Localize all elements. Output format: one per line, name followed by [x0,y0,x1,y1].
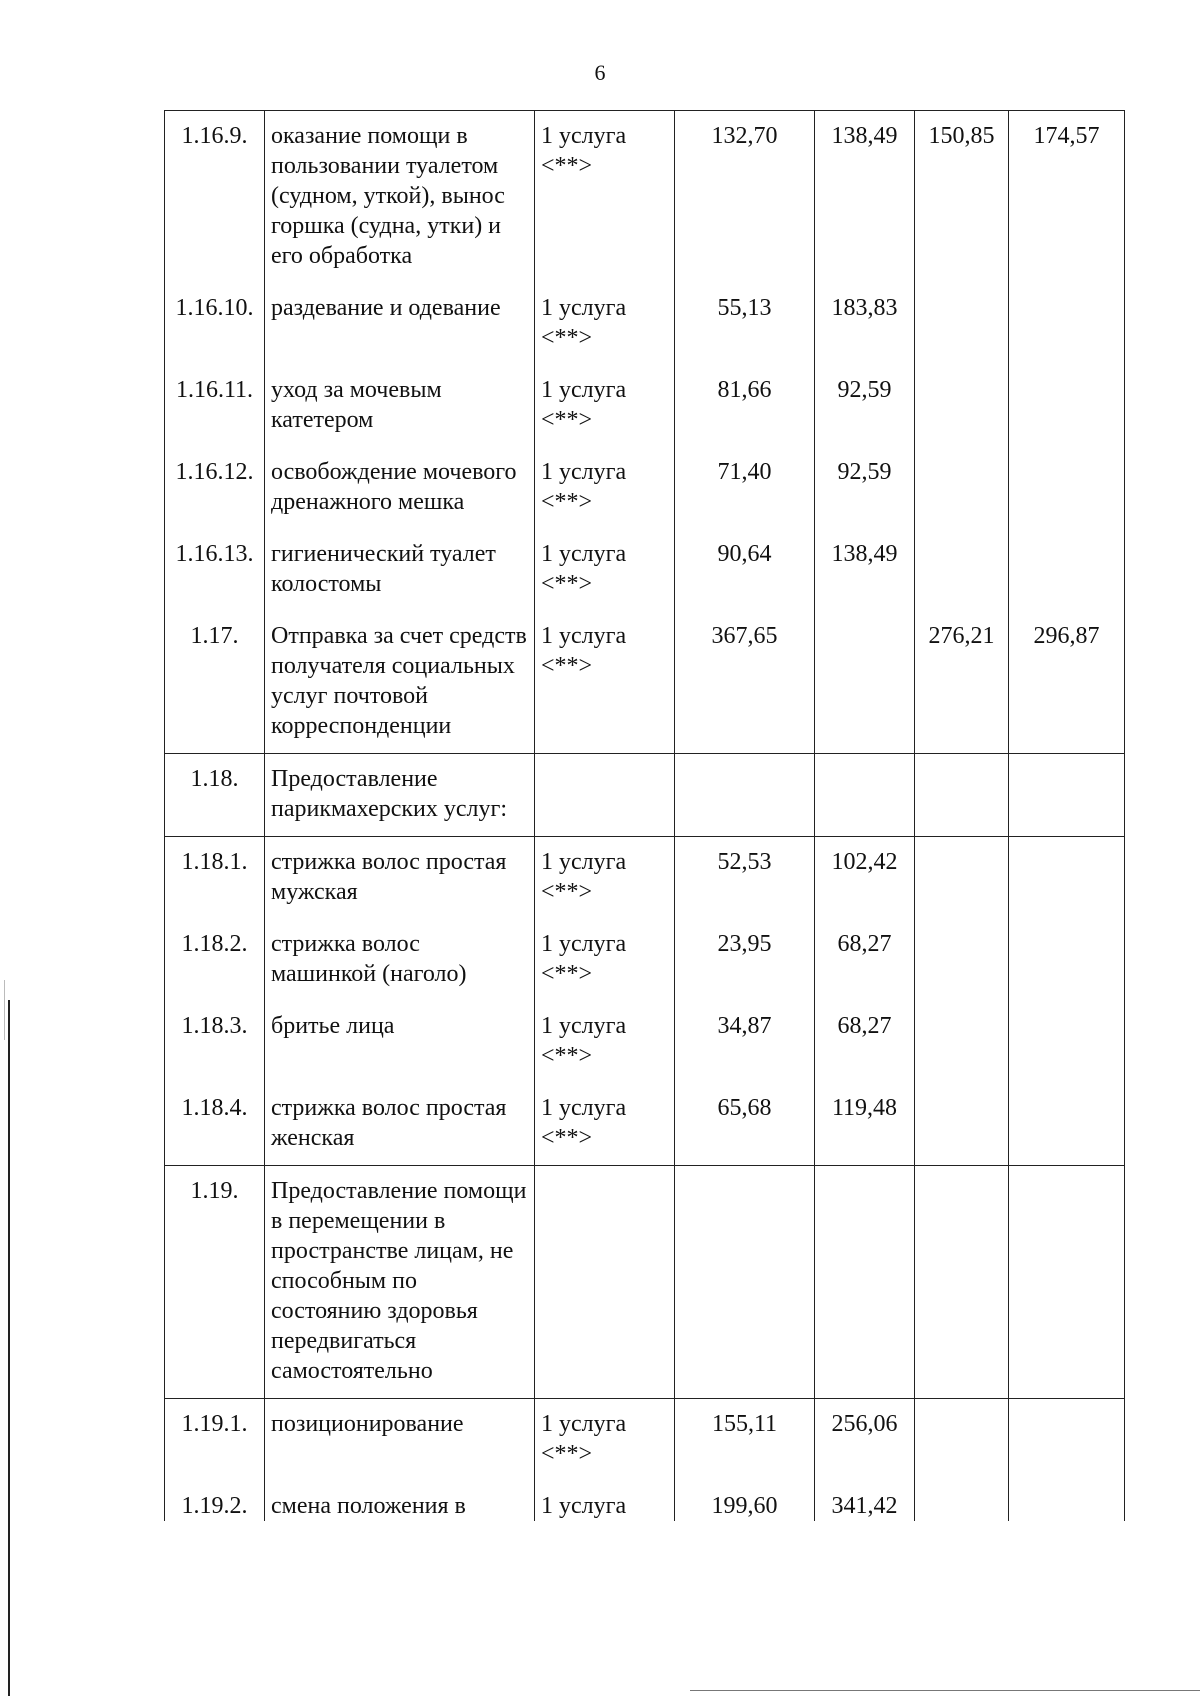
tariff-value-1: 55,13 [675,283,815,365]
unit-of-service: 1 услуга <**> [535,529,675,611]
tariff-value-2: 256,06 [815,1399,915,1482]
tariff-value-3 [915,837,1009,920]
tariff-value-3: 276,21 [915,611,1009,754]
tariff-value-3 [915,919,1009,1001]
service-name: освобождение мочевого дренажного мешка [265,447,535,529]
tariff-value-1: 132,70 [675,111,815,284]
tariff-value-1: 155,11 [675,1399,815,1482]
tariff-value-1: 52,53 [675,837,815,920]
table-row [165,1166,1125,1399]
tariff-value-3 [915,1481,1009,1521]
service-name: стрижка волос машинкой (наголо) [265,919,535,1001]
unit-of-service: 1 услуга <**> [535,919,675,1001]
tariff-value-1: 90,64 [675,529,815,611]
tariff-value-2: 119,48 [815,1083,915,1166]
tariff-value-4: 296,87 [1009,611,1125,754]
unit-of-service: 1 услуга <**> [535,1399,675,1482]
tariff-value-4 [1009,1481,1125,1521]
unit-of-service: 1 услуга <**> [535,365,675,447]
tariff-value-2: 68,27 [815,1001,915,1083]
service-name: стрижка волос простая мужская [265,837,535,920]
service-name: уход за мочевым катетером [265,365,535,447]
tariff-value-4 [1009,754,1125,837]
unit-of-service: 1 услуга <**> [535,447,675,529]
tariff-value-3 [915,1001,1009,1083]
tariff-value-4 [1009,1001,1125,1083]
row-number: 1.18.4. [165,1083,265,1166]
tariff-value-1: 34,87 [675,1001,815,1083]
table-row [165,529,1125,611]
tariff-value-4 [1009,837,1125,920]
scan-left-edge-line [8,1000,10,1696]
service-name: смена положения в [265,1481,535,1521]
tariff-value-2 [815,1166,915,1399]
tariff-value-4 [1009,1399,1125,1482]
scan-bottom-edge-line [690,1690,1200,1691]
row-number: 1.16.12. [165,447,265,529]
tariff-value-2: 138,49 [815,111,915,284]
unit-of-service: 1 услуга <**> [535,1001,675,1083]
row-number: 1.18. [165,754,265,837]
row-number: 1.16.13. [165,529,265,611]
row-number: 1.19.1. [165,1399,265,1482]
tariff-value-3 [915,283,1009,365]
row-number: 1.19. [165,1166,265,1399]
tariff-value-4 [1009,529,1125,611]
row-number: 1.16.11. [165,365,265,447]
tariff-value-1: 71,40 [675,447,815,529]
tariff-value-1: 199,60 [675,1481,815,1521]
tariff-value-1 [675,754,815,837]
row-number: 1.17. [165,611,265,754]
services-table [164,110,1125,1521]
tariff-value-2 [815,754,915,837]
service-name: Предоставление помощи в перемещении в пространстве лицам, не способным по состоянию здоровья передвигаться самостоятельно [265,1166,535,1399]
tariff-value-2: 102,42 [815,837,915,920]
tariff-value-3 [915,529,1009,611]
page-number: 6 [594,60,606,85]
table-row [165,365,1125,447]
tariff-value-4 [1009,1166,1125,1399]
table-row [165,1399,1125,1482]
table-row [165,283,1125,365]
tariff-value-4 [1009,283,1125,365]
unit-of-service: 1 услуга <**> [535,611,675,754]
service-name: стрижка волос простая женская [265,1083,535,1166]
row-number: 1.18.3. [165,1001,265,1083]
tariff-value-2: 183,83 [815,283,915,365]
tariff-value-3 [915,1399,1009,1482]
table-row [165,111,1125,284]
tariff-value-4 [1009,1083,1125,1166]
tariff-value-4 [1009,919,1125,1001]
tariff-value-2: 68,27 [815,919,915,1001]
table-row [165,919,1125,1001]
tariff-value-1 [675,1166,815,1399]
tariff-value-3 [915,447,1009,529]
unit-of-service: 1 услуга [535,1481,675,1521]
tariff-value-4 [1009,365,1125,447]
row-number: 1.19.2. [165,1481,265,1521]
service-name: Предоставление парикмахерских услуг: [265,754,535,837]
table-row [165,754,1125,837]
row-number: 1.18.1. [165,837,265,920]
unit-of-service: 1 услуга <**> [535,837,675,920]
scan-margin-mark [4,980,5,1040]
tariff-value-2: 341,42 [815,1481,915,1521]
tariff-value-3 [915,365,1009,447]
tariff-value-4: 174,57 [1009,111,1125,284]
table-row [165,447,1125,529]
unit-of-service [535,1166,675,1399]
tariff-value-3 [915,1083,1009,1166]
tariff-value-1: 23,95 [675,919,815,1001]
table-row [165,611,1125,754]
tariff-value-3 [915,754,1009,837]
tariff-value-2: 138,49 [815,529,915,611]
service-name: оказание помощи в пользовании туалетом (судном, уткой), вынос горшка (судна, утки) и его обработка [265,111,535,284]
table-row [165,1083,1125,1166]
service-name: раздевание и одевание [265,283,535,365]
tariff-value-2 [815,611,915,754]
unit-of-service: 1 услуга <**> [535,111,675,284]
service-name: позиционирование [265,1399,535,1482]
unit-of-service: 1 услуга <**> [535,283,675,365]
tariff-value-1: 367,65 [675,611,815,754]
service-name: гигиенический туалет колостомы [265,529,535,611]
tariff-value-3 [915,1166,1009,1399]
service-name: Отправка за счет средств получателя социальных услуг почтовой корреспонденции [265,611,535,754]
tariff-value-3: 150,85 [915,111,1009,284]
unit-of-service: 1 услуга <**> [535,1083,675,1166]
tariff-value-2: 92,59 [815,447,915,529]
tariff-value-2: 92,59 [815,365,915,447]
tariff-value-4 [1009,447,1125,529]
table-row [165,1001,1125,1083]
row-number: 1.16.9. [165,111,265,284]
unit-of-service [535,754,675,837]
row-number: 1.16.10. [165,283,265,365]
table-row [165,837,1125,920]
row-number: 1.18.2. [165,919,265,1001]
tariff-value-1: 81,66 [675,365,815,447]
service-name: бритье лица [265,1001,535,1083]
table-row [165,1481,1125,1521]
tariff-value-1: 65,68 [675,1083,815,1166]
